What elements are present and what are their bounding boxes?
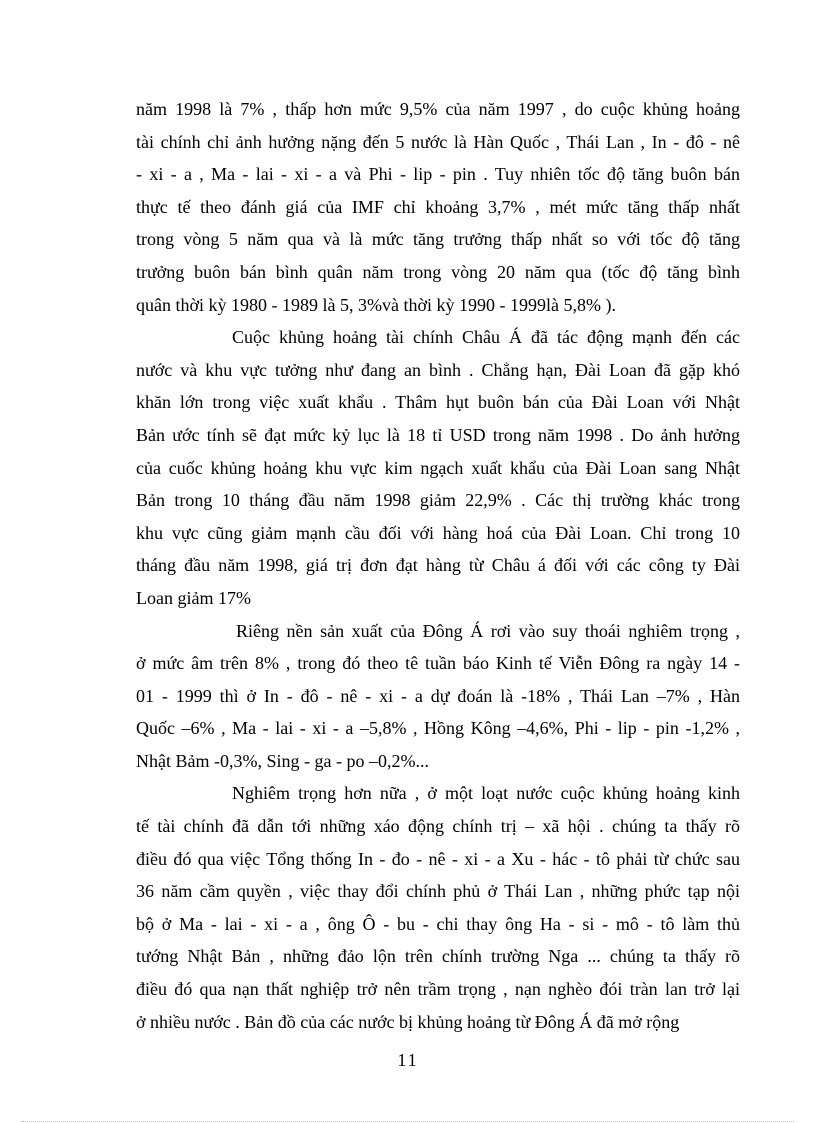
text-line: tế tài chính đã dẫn tới những xáo động chính trị – xã hội . chúng ta thấy rõ (136, 816, 740, 837)
paragraph-trade-growth (136, 93, 740, 321)
page-number: 11 (397, 1050, 419, 1070)
text-line: của cuốc khủng hoảng khu vực kim ngạch xuất khẩu của Đài Loan sang Nhật (136, 457, 740, 478)
paragraph-east-asia-recession (136, 615, 740, 778)
text-line: 36 năm cầm quyền , việc thay đổi chính phủ ở Thái Lan , những phức tạp nội (136, 881, 740, 902)
text-line: Bản ước tính sẽ đạt mức kỷ lục là 18 tỉ USD trong năm 1998 . Do ảnh hưởng (136, 424, 740, 445)
text-line: Bản trong 10 tháng đầu năm 1998 giảm 22,9% . Các thị trường khác trong (136, 490, 740, 511)
text-line: điều đó qua việc Tổng thống In - đo - nê - xi - a Xu - hác - tô phải từ chức sau (136, 848, 740, 869)
text-line: tướng Nhật Bản , những đảo lộn trên chính trường Nga ... chúng ta thấy rõ (136, 946, 740, 967)
text-line: Quốc –6% , Ma - lai - xi - a –5,8% , Hồng Kông –4,6%, Phi - lip - pin -1,2% , (136, 718, 740, 739)
text-line: Nghiêm trọng hơn nữa , ở một loạt nước cuộc khủng hoảng kinh (232, 783, 740, 804)
text-line: quân thời kỳ 1980 - 1989 là 5, 3%và thời kỳ 1990 - 1999là 5,8% ). (136, 294, 616, 315)
text-line: điều đó qua nạn thất nghiệp trở nên trầm trọng , nạn nghèo đói tràn lan trở lại (136, 979, 740, 1000)
text-line: nước và khu vực tưởng như đang an bình . Chẳng hạn, Đài Loan đã gặp khó (136, 359, 740, 380)
text-line: năm 1998 là 7% , thấp hơn mức 9,5% của năm 1997 , do cuộc khủng hoảng (136, 99, 740, 119)
text-line: tài chính chỉ ảnh hưởng nặng đến 5 nước là Hàn Quốc , Thái Lan , In - đô - nê (136, 131, 740, 152)
body-text (136, 93, 740, 1038)
text-line: Riêng nền sản xuất của Đông Á rơi vào suy thoái nghiêm trọng , (236, 620, 740, 641)
text-line: Loan giảm 17% (136, 587, 251, 608)
text-line: ở nhiều nước . Bản đồ của các nước bị khủng hoảng từ Đông Á đã mở rộng (136, 1011, 680, 1032)
text-line: - xi - a , Ma - lai - xi - a và Phi - lip - pin . Tuy nhiên tốc độ tăng buôn bán (136, 164, 740, 185)
paragraph-taiwan-impact (136, 321, 740, 614)
text-line: 01 - 1999 thì ở In - đô - nê - xi - a dự đoán là -18% , Thái Lan –7% , Hàn (136, 685, 740, 706)
text-line: ở mức âm trên 8% , trong đó theo tê tuần báo Kinh tế Viễn Đông ra ngày 14 - (136, 653, 740, 674)
text-line: khăn lớn trong việc xuất khẩu . Thâm hụt buôn bán của Đài Loan với Nhật (136, 392, 740, 413)
text-line: Cuộc khủng hoảng tài chính Châu Á đã tác động mạnh đến các (232, 327, 740, 348)
text-line: bộ ở Ma - lai - xi - a , ông Ô - bu - chi thay ông Ha - si - mô - tô làm thủ (136, 913, 740, 934)
text-line: thực tế theo đánh giá của IMF chỉ khoảng 3,7% , mét mức tăng thấp nhất (136, 196, 740, 217)
text-line: khu vực cũng giảm mạnh cầu đối với hàng hoá của Đài Loan. Chỉ trong 10 (136, 522, 740, 543)
text-line: Nhật Bảm -0,3%, Sing - ga - po –0,2%... (136, 750, 429, 771)
footer-divider (22, 1121, 794, 1122)
paragraph-political-turmoil (136, 777, 740, 1038)
text-line: trưởng buôn bán bình quân năm trong vòng 20 năm qua (tốc độ tăng bình (136, 261, 740, 282)
text-line: trong vòng 5 năm qua và là mức tăng trưởng thấp nhất so với tốc độ tăng (136, 229, 740, 250)
text-line: tháng đầu năm 1998, giá trị đơn đạt hàng từ Châu á đối với các công ty Đài (136, 555, 740, 576)
